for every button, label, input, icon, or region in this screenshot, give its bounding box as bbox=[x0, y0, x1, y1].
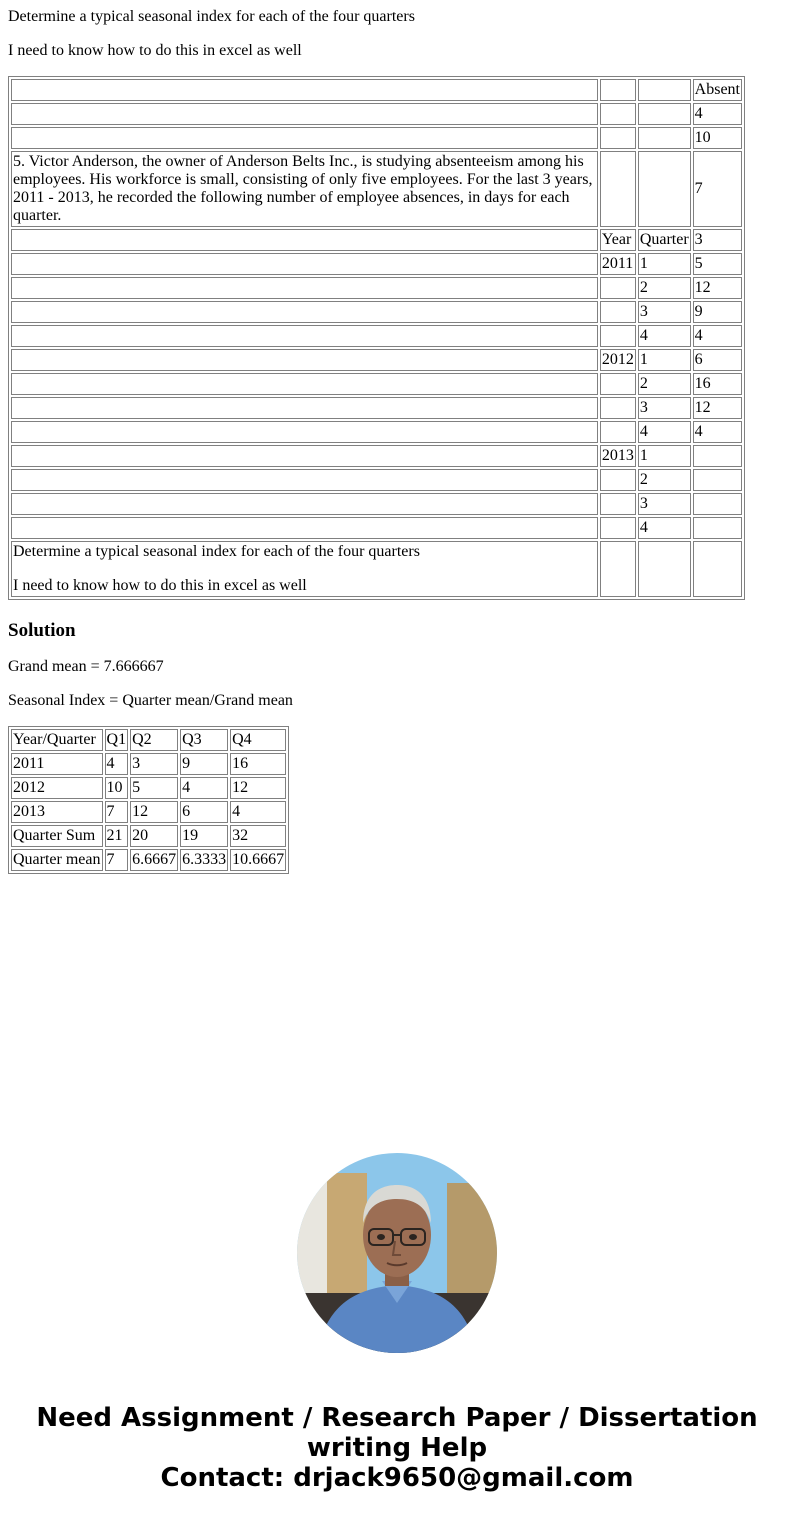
question-table-cell: 1 bbox=[638, 445, 691, 467]
footer-banner bbox=[0, 1403, 794, 1493]
solution-table-cell: 12 bbox=[230, 777, 286, 799]
question-table-row bbox=[11, 229, 742, 251]
question-table-cell bbox=[11, 301, 598, 323]
intro-question: Determine a typical seasonal index for each of the four quarters bbox=[8, 8, 415, 25]
question-table-row bbox=[11, 325, 742, 347]
solution-heading: Solution bbox=[8, 620, 76, 641]
question-table-cell: 2 bbox=[638, 373, 691, 395]
question-table-cell bbox=[638, 151, 691, 227]
question-table-cell: Year bbox=[600, 229, 636, 251]
question-table-cell: 3 bbox=[638, 301, 691, 323]
solution-table-cell: 7 bbox=[105, 849, 129, 871]
question-table-cell bbox=[600, 127, 636, 149]
solution-table-header-cell: Q4 bbox=[230, 729, 286, 751]
question-table-cell: 2011 bbox=[600, 253, 636, 275]
question-table-cell bbox=[600, 277, 636, 299]
question-table-cell bbox=[11, 103, 598, 125]
solution-table-cell: 10 bbox=[105, 777, 129, 799]
question-table-cell: 10 bbox=[693, 127, 742, 149]
solution-table-header-cell: Q3 bbox=[180, 729, 228, 751]
question-table-cell: 5 bbox=[693, 253, 742, 275]
question-table-row bbox=[11, 349, 742, 371]
question-table-row bbox=[11, 253, 742, 275]
solution-table-cell: 6 bbox=[180, 801, 228, 823]
solution-table-cell: 16 bbox=[230, 753, 286, 775]
question-table-cell: 9 bbox=[693, 301, 742, 323]
question-table-cell: 1 bbox=[638, 349, 691, 371]
question-table-row bbox=[11, 301, 742, 323]
question-table-cell bbox=[11, 349, 598, 371]
solution-table-row bbox=[11, 825, 286, 847]
question-table-cell bbox=[638, 103, 691, 125]
question-table-cell bbox=[600, 493, 636, 515]
solution-table-cell: Quarter Sum bbox=[11, 825, 103, 847]
question-table-cell: 2 bbox=[638, 277, 691, 299]
question-table-row bbox=[11, 103, 742, 125]
solution-table-header-cell: Q1 bbox=[105, 729, 129, 751]
question-table-cell bbox=[11, 277, 598, 299]
question-table-cell: 4 bbox=[693, 103, 742, 125]
question-table-cell bbox=[11, 79, 598, 101]
question-table-row bbox=[11, 469, 742, 491]
question-table bbox=[8, 76, 745, 600]
question-table-cell bbox=[600, 541, 636, 597]
solution-table-cell: 21 bbox=[105, 825, 129, 847]
question-table-cell: 12 bbox=[693, 277, 742, 299]
question-table-cell: 6 bbox=[693, 349, 742, 371]
grand-mean-text: Grand mean = 7.666667 bbox=[8, 658, 164, 675]
question-table-cell bbox=[638, 127, 691, 149]
question-table-row bbox=[11, 541, 742, 597]
question-table-cell bbox=[11, 325, 598, 347]
question-table-cell bbox=[600, 373, 636, 395]
solution-table-cell: Quarter mean bbox=[11, 849, 103, 871]
question-table-cell: 2 bbox=[638, 469, 691, 491]
question-table-cell bbox=[11, 397, 598, 419]
question-table-cell bbox=[11, 493, 598, 515]
solution-table-cell: 3 bbox=[130, 753, 178, 775]
question-table-cell bbox=[638, 541, 691, 597]
question-table-cell: 2013 bbox=[600, 445, 636, 467]
question-table-cell: 16 bbox=[693, 373, 742, 395]
question-table-cell: 3 bbox=[693, 229, 742, 251]
question-table-cell: 12 bbox=[693, 397, 742, 419]
question-table-cell: 4 bbox=[638, 517, 691, 539]
question-table-cell: 4 bbox=[638, 421, 691, 443]
solution-table bbox=[8, 726, 289, 874]
line-spacer bbox=[13, 561, 596, 577]
question-table-cell bbox=[600, 79, 636, 101]
question-repeat-excel-line: I need to know how to do this in excel as well bbox=[13, 577, 307, 594]
question-table-cell: Quarter bbox=[638, 229, 691, 251]
question-table-cell: 2012 bbox=[600, 349, 636, 371]
solution-table-cell: 6.6667 bbox=[130, 849, 178, 871]
question-table-cell: 3 bbox=[638, 493, 691, 515]
question-table-row bbox=[11, 277, 742, 299]
solution-table-cell: 4 bbox=[105, 753, 129, 775]
solution-table-cell: 4 bbox=[230, 801, 286, 823]
question-table-cell bbox=[600, 325, 636, 347]
question-table-row bbox=[11, 127, 742, 149]
solution-table-row bbox=[11, 849, 286, 871]
question-table-row bbox=[11, 445, 742, 467]
question-table-row bbox=[11, 79, 742, 101]
question-table-cell: 5. Victor Anderson, the owner of Anderson Belts Inc., is studying absenteeism among his employees. His workforce is small, consisting of only five employees. For the last 3 years, 2011 - 2013, he recorded the following number of employee absences, in days for each quarter. bbox=[11, 151, 598, 227]
question-table-cell bbox=[638, 79, 691, 101]
solution-table-row bbox=[11, 777, 286, 799]
question-table-row bbox=[11, 151, 742, 227]
intro-excel-note: I need to know how to do this in excel as well bbox=[8, 42, 302, 59]
solution-table-header-cell: Year/Quarter bbox=[11, 729, 103, 751]
footer-contact: Contact: drjack9650@gmail.com bbox=[160, 1463, 634, 1493]
question-table-cell: 1 bbox=[638, 253, 691, 275]
question-table-cell: 4 bbox=[693, 325, 742, 347]
question-table-cell: Absent bbox=[693, 79, 742, 101]
solution-table-cell: 12 bbox=[130, 801, 178, 823]
solution-table-cell: 2013 bbox=[11, 801, 103, 823]
solution-table-cell: 20 bbox=[130, 825, 178, 847]
question-table-cell bbox=[693, 445, 742, 467]
solution-table-cell: 10.6667 bbox=[230, 849, 286, 871]
author-avatar bbox=[297, 1153, 497, 1353]
question-table-row bbox=[11, 373, 742, 395]
solution-table-cell: 6.3333 bbox=[180, 849, 228, 871]
solution-table-row bbox=[11, 801, 286, 823]
question-table-cell: 4 bbox=[693, 421, 742, 443]
question-table-cell bbox=[693, 517, 742, 539]
question-table-row bbox=[11, 397, 742, 419]
author-portrait-image bbox=[297, 1153, 497, 1353]
question-table-cell bbox=[11, 517, 598, 539]
question-table-cell: 7 bbox=[693, 151, 742, 227]
solution-table-cell: 4 bbox=[180, 777, 228, 799]
solution-table-cell: 2011 bbox=[11, 753, 103, 775]
question-table-cell bbox=[11, 469, 598, 491]
question-table-cell bbox=[693, 469, 742, 491]
footer-line-1: Need Assignment / Research Paper / Dissertation bbox=[36, 1403, 758, 1433]
question-table-cell bbox=[600, 421, 636, 443]
question-table-row bbox=[11, 493, 742, 515]
solution-table-cell: 19 bbox=[180, 825, 228, 847]
question-table-cell bbox=[600, 301, 636, 323]
seasonal-index-formula: Seasonal Index = Quarter mean/Grand mean bbox=[8, 692, 293, 709]
question-table-cell bbox=[11, 373, 598, 395]
question-table-cell bbox=[600, 517, 636, 539]
solution-table-cell: 7 bbox=[105, 801, 129, 823]
question-repeat-line: Determine a typical seasonal index for each of the four quarters bbox=[13, 543, 420, 560]
question-table-cell bbox=[600, 397, 636, 419]
solution-table-cell: 32 bbox=[230, 825, 286, 847]
solution-table-header-row bbox=[11, 729, 286, 751]
question-table-cell bbox=[693, 493, 742, 515]
solution-table-header-cell: Q2 bbox=[130, 729, 178, 751]
solution-table-cell: 9 bbox=[180, 753, 228, 775]
solution-table-cell: 5 bbox=[130, 777, 178, 799]
question-table-cell bbox=[600, 151, 636, 227]
question-table-cell bbox=[11, 445, 598, 467]
question-table-cell bbox=[11, 127, 598, 149]
solution-table-row bbox=[11, 753, 286, 775]
question-table-cell: 3 bbox=[638, 397, 691, 419]
footer-line-2: writing Help bbox=[306, 1433, 488, 1463]
question-table-cell bbox=[11, 253, 598, 275]
question-table-cell bbox=[600, 469, 636, 491]
question-table-cell bbox=[693, 541, 742, 597]
question-table-cell bbox=[600, 103, 636, 125]
solution-table-cell: 2012 bbox=[11, 777, 103, 799]
question-table-cell bbox=[11, 421, 598, 443]
question-table-row bbox=[11, 421, 742, 443]
question-table-cell bbox=[11, 541, 598, 597]
question-table-row bbox=[11, 517, 742, 539]
question-table-cell bbox=[11, 229, 598, 251]
question-table-cell: 4 bbox=[638, 325, 691, 347]
